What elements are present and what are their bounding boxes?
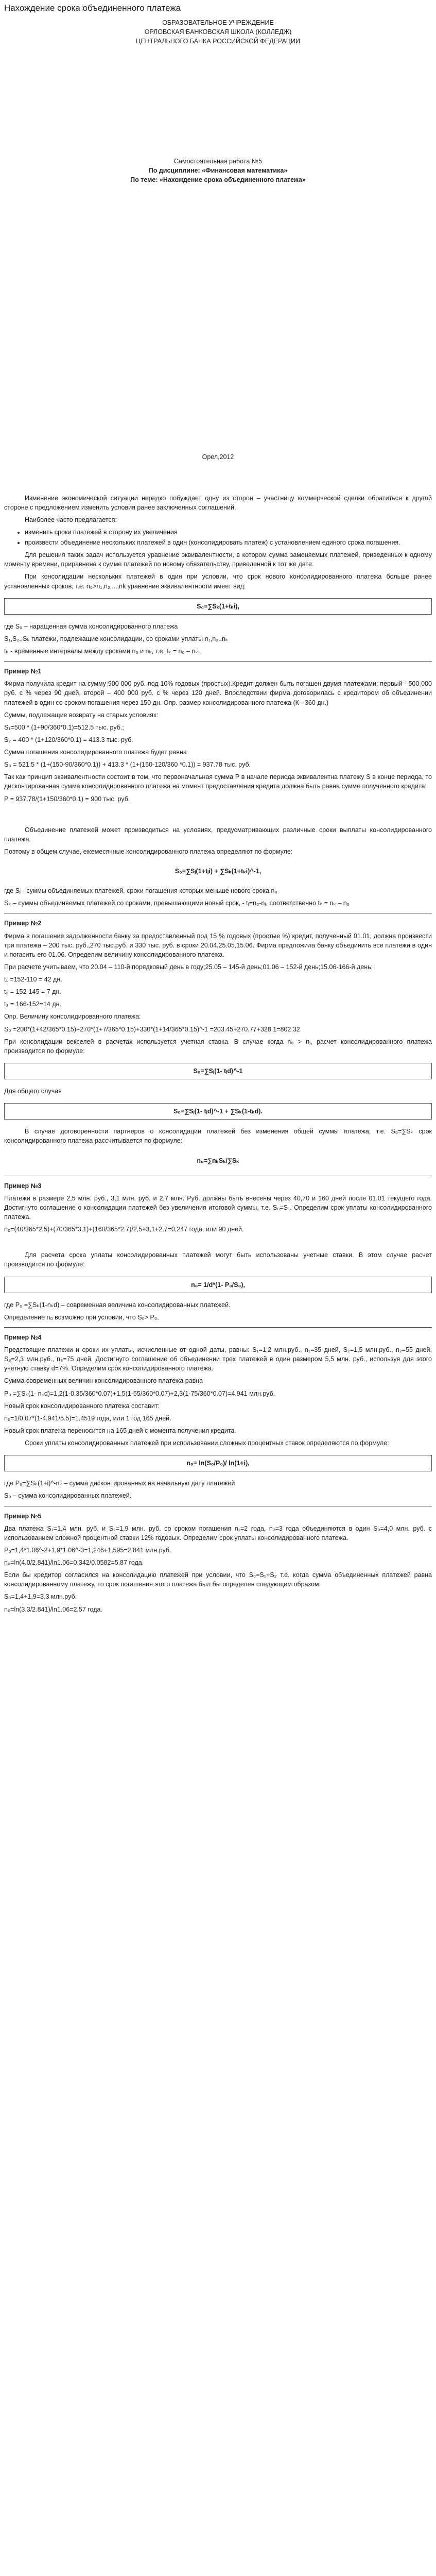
example-line: Если бы кредитор согласился на консолидацию платежей при условии, что S₀=S₁+S₂ т.е. когда сумма объединенных платежей равна консолидированному платежу, то срок погашения этого платежа был бы определен следующим образом: <box>4 1571 432 1588</box>
example-line: n₀=ln(4.0/2.841)/ln1.06=0.342/0.0582=5.87 года. <box>4 1559 144 1567</box>
example-title: Пример №1 <box>4 668 42 675</box>
definition-line: где P₀ =∑Sₖ(1-nₖd) – современная величина консолидированных платежей. <box>4 1301 231 1309</box>
divider <box>4 1327 432 1328</box>
example-line: P = 937.78/(1+150/360*0.1) = 900 тыс. руб. <box>4 795 130 803</box>
example-line: P₀ =∑Sₖ(1- nₖd)=1,2(1-0.35/360*0.07)+1,5(1-55/360*0.07)+2,3(1-75/360*0.07)=4.941 млн.руб. <box>4 1389 275 1397</box>
example-title: Пример №3 <box>4 1182 42 1190</box>
definition-line: tₖ - временные интервалы между сроками n₀ и nₖ, т.е. tₖ = n₀ – nₖ. <box>4 648 200 655</box>
intro-paragraph: При консолидации нескольких платежей в один при условии, что срок нового консолидированного платежа больше ранее установленных сроков, т.е. n₀>n₁,n₂,...,nk уравнение эквивалентности имеет вид: <box>4 573 432 590</box>
section-paragraph: Для общего случая <box>4 1088 62 1095</box>
example-text: Фирма получила кредит на сумму 900 000 руб. под 10% годовых (простых).Кредит должен быть погашен двумя платежами: первый - 500 000 руб. с % через 90 дней, второй – 400 000 руб. с % через 120 дней. Впоследствии фирма договорилась с кредитором об объединении платежей в один со сроком погашения через 150 дн. Опр. размер консолидированного платежа (К - 360 дн.) <box>4 680 432 706</box>
institution-line: ОРЛОВСКАЯ БАНКОВСКАЯ ШКОЛА (КОЛЛЕДЖ) <box>144 28 292 36</box>
document-page <box>0 2 436 1638</box>
city-year: Орел,2012 <box>202 453 234 461</box>
spacer <box>4 46 432 157</box>
example-text: Платежи в размере 2,5 млн. руб., 3,1 млн. руб. и 2,7 млн. Руб. должны быть внесены через 40,70 и 160 дней после 01.01 текущего года. Достигнуто соглашение о консолидации платежей без увеличения итоговой суммы, т.е. S₀=S₁. Определим срок уплаты консолидированного платежа. <box>4 1194 432 1221</box>
example-title: Пример №2 <box>4 920 42 927</box>
section-paragraph: Для расчета срока уплаты консолидированных платежей могут быть использованы учетные ставки. В этом случае расчет производится по формуле: <box>4 1251 432 1268</box>
formula: n₀=∑nₖSₖ/∑Sₖ <box>197 1157 239 1164</box>
divider <box>4 661 432 662</box>
definition-line: S₀ – сумма консолидированных платежей. <box>4 1492 132 1500</box>
example-line: t₂ = 152-145 = 7 дн. <box>4 988 61 996</box>
formula-box: S₀=∑Sⱼ(1- tⱼd)^-1 <box>4 1063 432 1079</box>
example-line: Новый срок консолидированного платежа составит: <box>4 1402 160 1410</box>
section-paragraph: Поэтому в общем случае, ежемесячные консолидированного платежа определяют по формуле: <box>4 848 293 855</box>
formula-box: n₀= ln(S₀/P₀)/ ln(1+i), <box>4 1455 432 1471</box>
formula: S₀=∑Sⱼ(1+tⱼi) + ∑Sₖ(1+tₖi)^-1, <box>175 868 261 875</box>
example-line: P₀=1,4*1.06^-2+1,9*1.06^-3=1,246+1,595=2,841 млн.руб. <box>4 1546 171 1554</box>
example-line: S₁=500 * (1+90/360*0.1)=512.5 тыс. руб.; <box>4 723 124 731</box>
spacer <box>4 807 432 822</box>
work-number: Самостоятельная работа №5 <box>173 158 263 165</box>
definition-line: где Sⱼ - суммы объединяемых платежей, сроки погашения которых меньше нового срока n₀ <box>4 887 277 895</box>
intro-paragraph: Наиболее часто предлагается: <box>25 516 117 523</box>
discipline: По дисциплине: «Финансовая математика» <box>148 167 288 175</box>
definition-line: S₁,S₂..Sₖ платежи, подлежащие консолидации, со сроками уплаты n₁,n₂..nₖ <box>4 635 229 642</box>
section-paragraph: В случае договоренности партнеров о консолидации платежей без изменения общей суммы платежа, т.е. S₀=∑Sₖ срок консолидированного платежа рассчитывается по формуле: <box>4 1128 432 1145</box>
spacer <box>4 1237 432 1247</box>
example-line: n₀=ln(3.3/2.841)/ln1.06=2,57 года. <box>4 1605 102 1613</box>
list-item: • произвести объединение нескольких платежей в один (консолидировать платеж) с установлением единого срока погашения. <box>25 538 432 547</box>
spacer <box>4 462 432 490</box>
example-line: n₀=(40/365*2.5)+(70/365*3,1)+(160/365*2.7)/2,5+3,1+2,7=0,247 года, или 90 дней. <box>4 1226 244 1233</box>
institution-line: ОБРАЗОВАТЕЛЬНОЕ УЧРЕЖДЕНИЕ <box>162 19 274 26</box>
list-item: • изменить сроки платежей в сторону их увеличения <box>25 528 432 537</box>
example-line: Так как принцип эквивалентности состоит в том, что первоначальная сумма P в начале периода эквивалентна платежу S в конце периода, то дисконтированная сумма консолидированного платежа на момент предоставления кредита должна быть равна сумме полученного кредита: <box>4 773 432 790</box>
example-line: Сумма современных величин консолидированного платежа равна <box>4 1377 203 1385</box>
section-paragraph: Объединение платежей может производиться на условиях, предусматривающих различные сроки выплаты консолидированного платежа. <box>4 826 432 843</box>
example-line: t₁ =152-110 = 42 дн. <box>4 976 62 984</box>
intro-paragraph: Изменение экономической ситуации нередко побуждает одну из сторон – участницу коммерческой сделки обратиться к другой стороне с предложением изменить условия ранее заключенных соглашений. <box>4 494 432 511</box>
example-line: Новый срок платежа переносится на 165 дней с момента получения кредита. <box>4 1427 236 1434</box>
topic: По теме: «Нахождение срока объединенного платежа» <box>130 176 306 184</box>
intro-paragraph: Для решения таких задач используется уравнение эквивалентности, в котором сумма заменяемых платежей, приведенных к одному моменту времени, приравнена к сумме платежей по новому обязательству, приведенной к тот же дате. <box>4 551 432 568</box>
title-block <box>4 157 432 184</box>
document-title: Нахождение срока объединенного платежа <box>4 3 181 13</box>
institution-line: ЦЕНТРАЛЬНОГО БАНКА РОССИЙСКОЙ ФЕДЕРАЦИИ <box>135 37 301 45</box>
example-text: Предстоящие платежи и сроки их уплаты, исчисленные от одной даты, равны: S₁=1,2 млн.руб., n₁=35 дней, S₂=1,5 млн.руб., n₂=55 дней, S₃=2,3 млн.руб., n₃=75 дней. Достигнуто соглашение об объединении трех платежей в один размером 5,5 млн. руб., используя для этого учетную ставку d=7%. Определим срок консолидированного платежа. <box>4 1346 432 1372</box>
example-line: Суммы, подлежащие возврату на старых условиях: <box>4 711 159 719</box>
example-title: Пример №4 <box>4 1333 42 1341</box>
formula-box: S₀=∑Sⱼ(1- tⱼd)^-1 + ∑Sₖ(1-tₖd). <box>4 1103 432 1120</box>
definition-line: Sₖ – суммы объединяемых платежей со сроками, превышающими новый срок, - tⱼ=n₀-nⱼ, соответственно tₖ = nₖ – n₀ <box>4 900 350 907</box>
spacer <box>4 184 432 452</box>
definition-line: где S₀ – наращенная сумма консолидированного платежа <box>4 622 178 630</box>
example-line: S₀ = 521.5 * (1+(150-90/360*0.1)) + 413.3 * (1+(150-120/360 *0.1)) = 937.78 тыс. руб. <box>4 761 251 769</box>
intro-list <box>16 528 432 547</box>
example-line: S₂ = 400 * (1+120/360*0.1) = 413.3 тыс. руб. <box>4 736 133 743</box>
example-line: Сумма погашения консолидированного платежа будет равна <box>4 749 187 756</box>
example-line: При консолидации векселей в расчетах используется учетная ставка. В случае когда n₀ > nⱼ, расчет консолидированного платежа производится по формуле: <box>4 1038 432 1055</box>
example-text: Два платежа S₁=1,4 млн. руб. и S₂=1,9 млн. руб. со сроком погашения n₁=2 года, n₂=3 года объединяются в один S₀=4,0 млн. руб. с использованием сложной процентной ставки 12% годовых. Определим срок уплаты консолидированного платежа. <box>4 1524 432 1541</box>
definition-line: Определение n₀ возможно при условии, что S₀> P₀. <box>4 1313 159 1321</box>
formula-box: n₀= 1/d*(1- P₀/S₀), <box>4 1277 432 1293</box>
definition-line: где P₀=∑Sₖ(1+i)^-nₖ – сумма дисконтированных на начальную дату платежей <box>4 1480 235 1487</box>
formula-box: S₀=∑Sₖ(1+tₖi), <box>4 598 432 615</box>
example-title: Пример №5 <box>4 1512 42 1520</box>
example-line: При расчете учитываем, что 20.04 – 110-й порядковый день в году;25.05 – 145-й день;01.06 – 152-й день;15.06-166-й день; <box>4 963 373 971</box>
section-paragraph: Сроки уплаты консолидированных платежей при использовании сложных процентных ставок определяются по формуле: <box>25 1439 389 1447</box>
example-line: S₀=1,4+1,9=3,3 млн.руб. <box>4 1593 77 1601</box>
example-text: Фирма в погашение задолженности банку за предоставленный под 15 % годовых (простые %) кредит, полученный 01.01, должна произвести три платежа – 200 тыс. руб.,270 тыс.руб. и 330 тыс. руб. в сроки 20.04,25.05,15.06. Фирма предложила банку объединить все платежи в один и погасить его 01.06. Определим величину консолидированного платежа. <box>4 932 432 958</box>
example-line: n₀=1/0.07*(1-4.941/5.5)=1.4519 года, или 1 год 165 дней. <box>4 1414 171 1422</box>
example-line: S₀ =200*(1+42/365*0.15)+270*(1+7/365*0.15)+330*(1+14/365*0.15)^-1 =203.45+270.77+328.1=802.32 <box>4 1025 300 1033</box>
institution-block <box>4 18 432 46</box>
example-line: Опр. Величину консолидированного платежа: <box>4 1013 141 1021</box>
example-line: t₃ = 166-152=14 дн. <box>4 1001 62 1008</box>
